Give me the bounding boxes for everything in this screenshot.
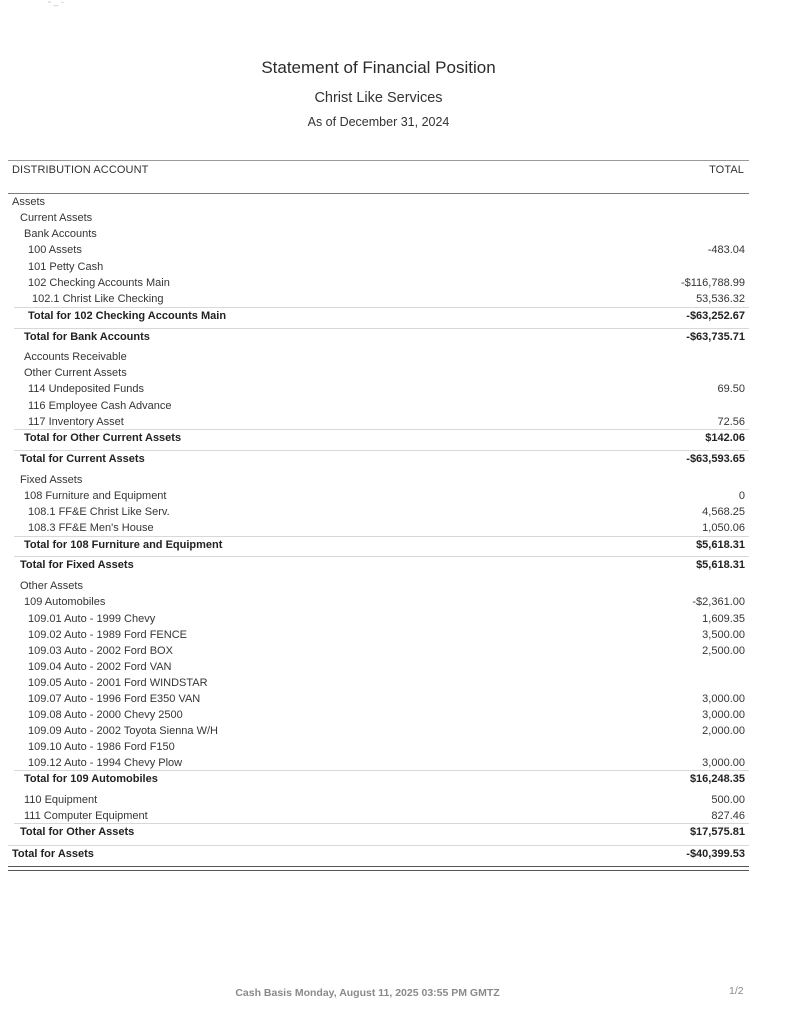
- account-label: Bank Accounts: [24, 228, 97, 240]
- account-total: 2,000.00: [702, 725, 745, 737]
- page-number: 1/2: [729, 985, 744, 997]
- account-label: 109 Automobiles: [24, 596, 106, 608]
- account-total: 1,050.06: [702, 522, 745, 534]
- account-label: 102.1 Christ Like Checking: [32, 293, 164, 305]
- scan-artifact: ˜ ‒ ˉ: [48, 0, 65, 10]
- account-total: 4,568.25: [702, 506, 745, 518]
- account-total: 69.50: [717, 383, 745, 395]
- subtotal-row: [8, 824, 745, 840]
- account-label: Total for 109 Automobiles: [24, 773, 158, 785]
- account-label: 109.08 Auto - 2000 Chevy 2500: [28, 709, 183, 721]
- table-row: [8, 611, 745, 627]
- account-total: $17,575.81: [689, 826, 745, 838]
- account-label: 109.10 Auto - 1986 Ford F150: [28, 741, 175, 753]
- column-header-total: TOTAL: [709, 164, 744, 176]
- account-total: -$63,735.71: [686, 331, 745, 343]
- subtotal-row: [8, 430, 745, 446]
- table-row: [8, 643, 745, 659]
- column-header-account: DISTRIBUTION ACCOUNT: [12, 164, 149, 176]
- table-row: [8, 808, 745, 824]
- account-total: 3,000.00: [702, 693, 745, 705]
- account-total: 2,500.00: [702, 645, 745, 657]
- account-label: 111 Computer Equipment: [24, 810, 148, 822]
- account-total: 1,609.35: [702, 613, 745, 625]
- account-label: 109.05 Auto - 2001 Ford WINDSTAR: [28, 677, 208, 689]
- table-row: [8, 242, 745, 258]
- table-row: [8, 488, 745, 504]
- report-title: Statement of Financial Position: [261, 58, 496, 77]
- account-label: 109.12 Auto - 1994 Chevy Plow: [28, 757, 183, 769]
- account-label: Other Current Assets: [24, 367, 127, 379]
- table-row: [8, 792, 745, 808]
- account-total: 3,000.00: [702, 757, 745, 769]
- account-total: $142.06: [705, 432, 745, 444]
- account-total: 72.56: [717, 416, 745, 428]
- table-row: [8, 578, 745, 594]
- account-label: 110 Equipment: [24, 794, 98, 806]
- table-row: [8, 675, 745, 691]
- table-row: [8, 691, 745, 707]
- table-row: [8, 755, 745, 771]
- account-total: -483.04: [707, 244, 745, 256]
- table-row: [8, 226, 745, 242]
- account-label: Total for Assets: [12, 848, 94, 860]
- table-row: [8, 472, 745, 488]
- account-label: 109.04 Auto - 2002 Ford VAN: [28, 661, 172, 673]
- table-row: [8, 194, 745, 210]
- account-label: 101 Petty Cash: [28, 261, 104, 273]
- subtotal-row: [8, 308, 745, 324]
- account-label: 108.3 FF&E Men's House: [28, 522, 154, 534]
- account-label: 109.01 Auto - 1999 Chevy: [28, 613, 156, 625]
- account-label: Assets: [12, 196, 46, 208]
- subtotal-row: [8, 451, 745, 467]
- account-total: 827.46: [711, 810, 745, 822]
- grand-total-double-rule: [8, 866, 749, 871]
- table-row: [8, 398, 745, 414]
- table-row: [8, 723, 745, 739]
- account-total: $16,248.35: [689, 773, 745, 785]
- account-label: 108.1 FF&E Christ Like Serv.: [28, 506, 170, 518]
- subtotal-row: [8, 329, 745, 345]
- account-label: Total for Other Assets: [20, 826, 135, 838]
- account-label: Total for 102 Checking Accounts Main: [28, 310, 227, 322]
- table-row: [8, 659, 745, 675]
- account-total: 500.00: [711, 794, 745, 806]
- account-total: -$40,399.53: [686, 848, 745, 860]
- account-label: Fixed Assets: [20, 474, 83, 486]
- report-footer: Cash Basis Monday, August 11, 2025 03:55 PM GMTZ: [235, 987, 500, 999]
- table-row: [8, 520, 745, 536]
- account-label: Total for 108 Furniture and Equipment: [24, 539, 223, 551]
- table-row: [8, 504, 745, 520]
- account-total: $5,618.31: [696, 539, 745, 551]
- account-label: Total for Other Current Assets: [24, 432, 182, 444]
- table-row: [8, 259, 745, 275]
- account-total: 3,500.00: [702, 629, 745, 641]
- account-label: 108 Furniture and Equipment: [24, 490, 167, 502]
- account-total: -$63,252.67: [686, 310, 745, 322]
- account-label: 109.07 Auto - 1996 Ford E350 VAN: [28, 693, 201, 705]
- account-label: 109.02 Auto - 1989 Ford FENCE: [28, 629, 187, 641]
- account-total: -$116,788.99: [680, 277, 745, 289]
- account-label: Current Assets: [20, 212, 93, 224]
- account-total: $5,618.31: [696, 559, 745, 571]
- table-row: [8, 210, 745, 226]
- account-total: 0: [738, 490, 745, 502]
- subtotal-row: [8, 771, 745, 787]
- account-label: Total for Fixed Assets: [20, 559, 134, 571]
- header-top-rule: [8, 160, 749, 161]
- account-label: 109.03 Auto - 2002 Ford BOX: [28, 645, 173, 657]
- account-label: Total for Bank Accounts: [24, 331, 150, 343]
- report-date: As of December 31, 2024: [307, 115, 450, 129]
- table-row: [8, 739, 745, 755]
- account-label: 109.09 Auto - 2002 Toyota Sienna W/H: [28, 725, 218, 737]
- account-total: -$2,361.00: [692, 596, 745, 608]
- table-row: [8, 594, 745, 610]
- table-row: [8, 291, 745, 307]
- account-label: Other Assets: [20, 580, 83, 592]
- subtotal-row: [8, 537, 745, 553]
- table-row: [8, 381, 745, 397]
- table-row: [8, 707, 745, 723]
- account-total: 3,000.00: [702, 709, 745, 721]
- company-name: Christ Like Services: [314, 90, 443, 106]
- account-label: 102 Checking Accounts Main: [28, 277, 170, 289]
- account-label: 100 Assets: [28, 244, 82, 256]
- subtotal-row: [8, 557, 745, 573]
- account-label: 116 Employee Cash Advance: [28, 400, 172, 412]
- account-total: 53,536.32: [696, 293, 745, 305]
- account-label: 114 Undeposited Funds: [28, 383, 144, 395]
- table-row: [8, 414, 745, 430]
- account-label: Total for Current Assets: [20, 453, 145, 465]
- table-row: [8, 627, 745, 643]
- account-label: Accounts Receivable: [24, 351, 127, 363]
- table-row: [8, 349, 745, 365]
- account-label: 117 Inventory Asset: [28, 416, 124, 428]
- grand-total-row: [8, 846, 745, 862]
- table-row: [8, 365, 745, 381]
- account-total: -$63,593.65: [686, 453, 745, 465]
- table-row: [8, 275, 745, 291]
